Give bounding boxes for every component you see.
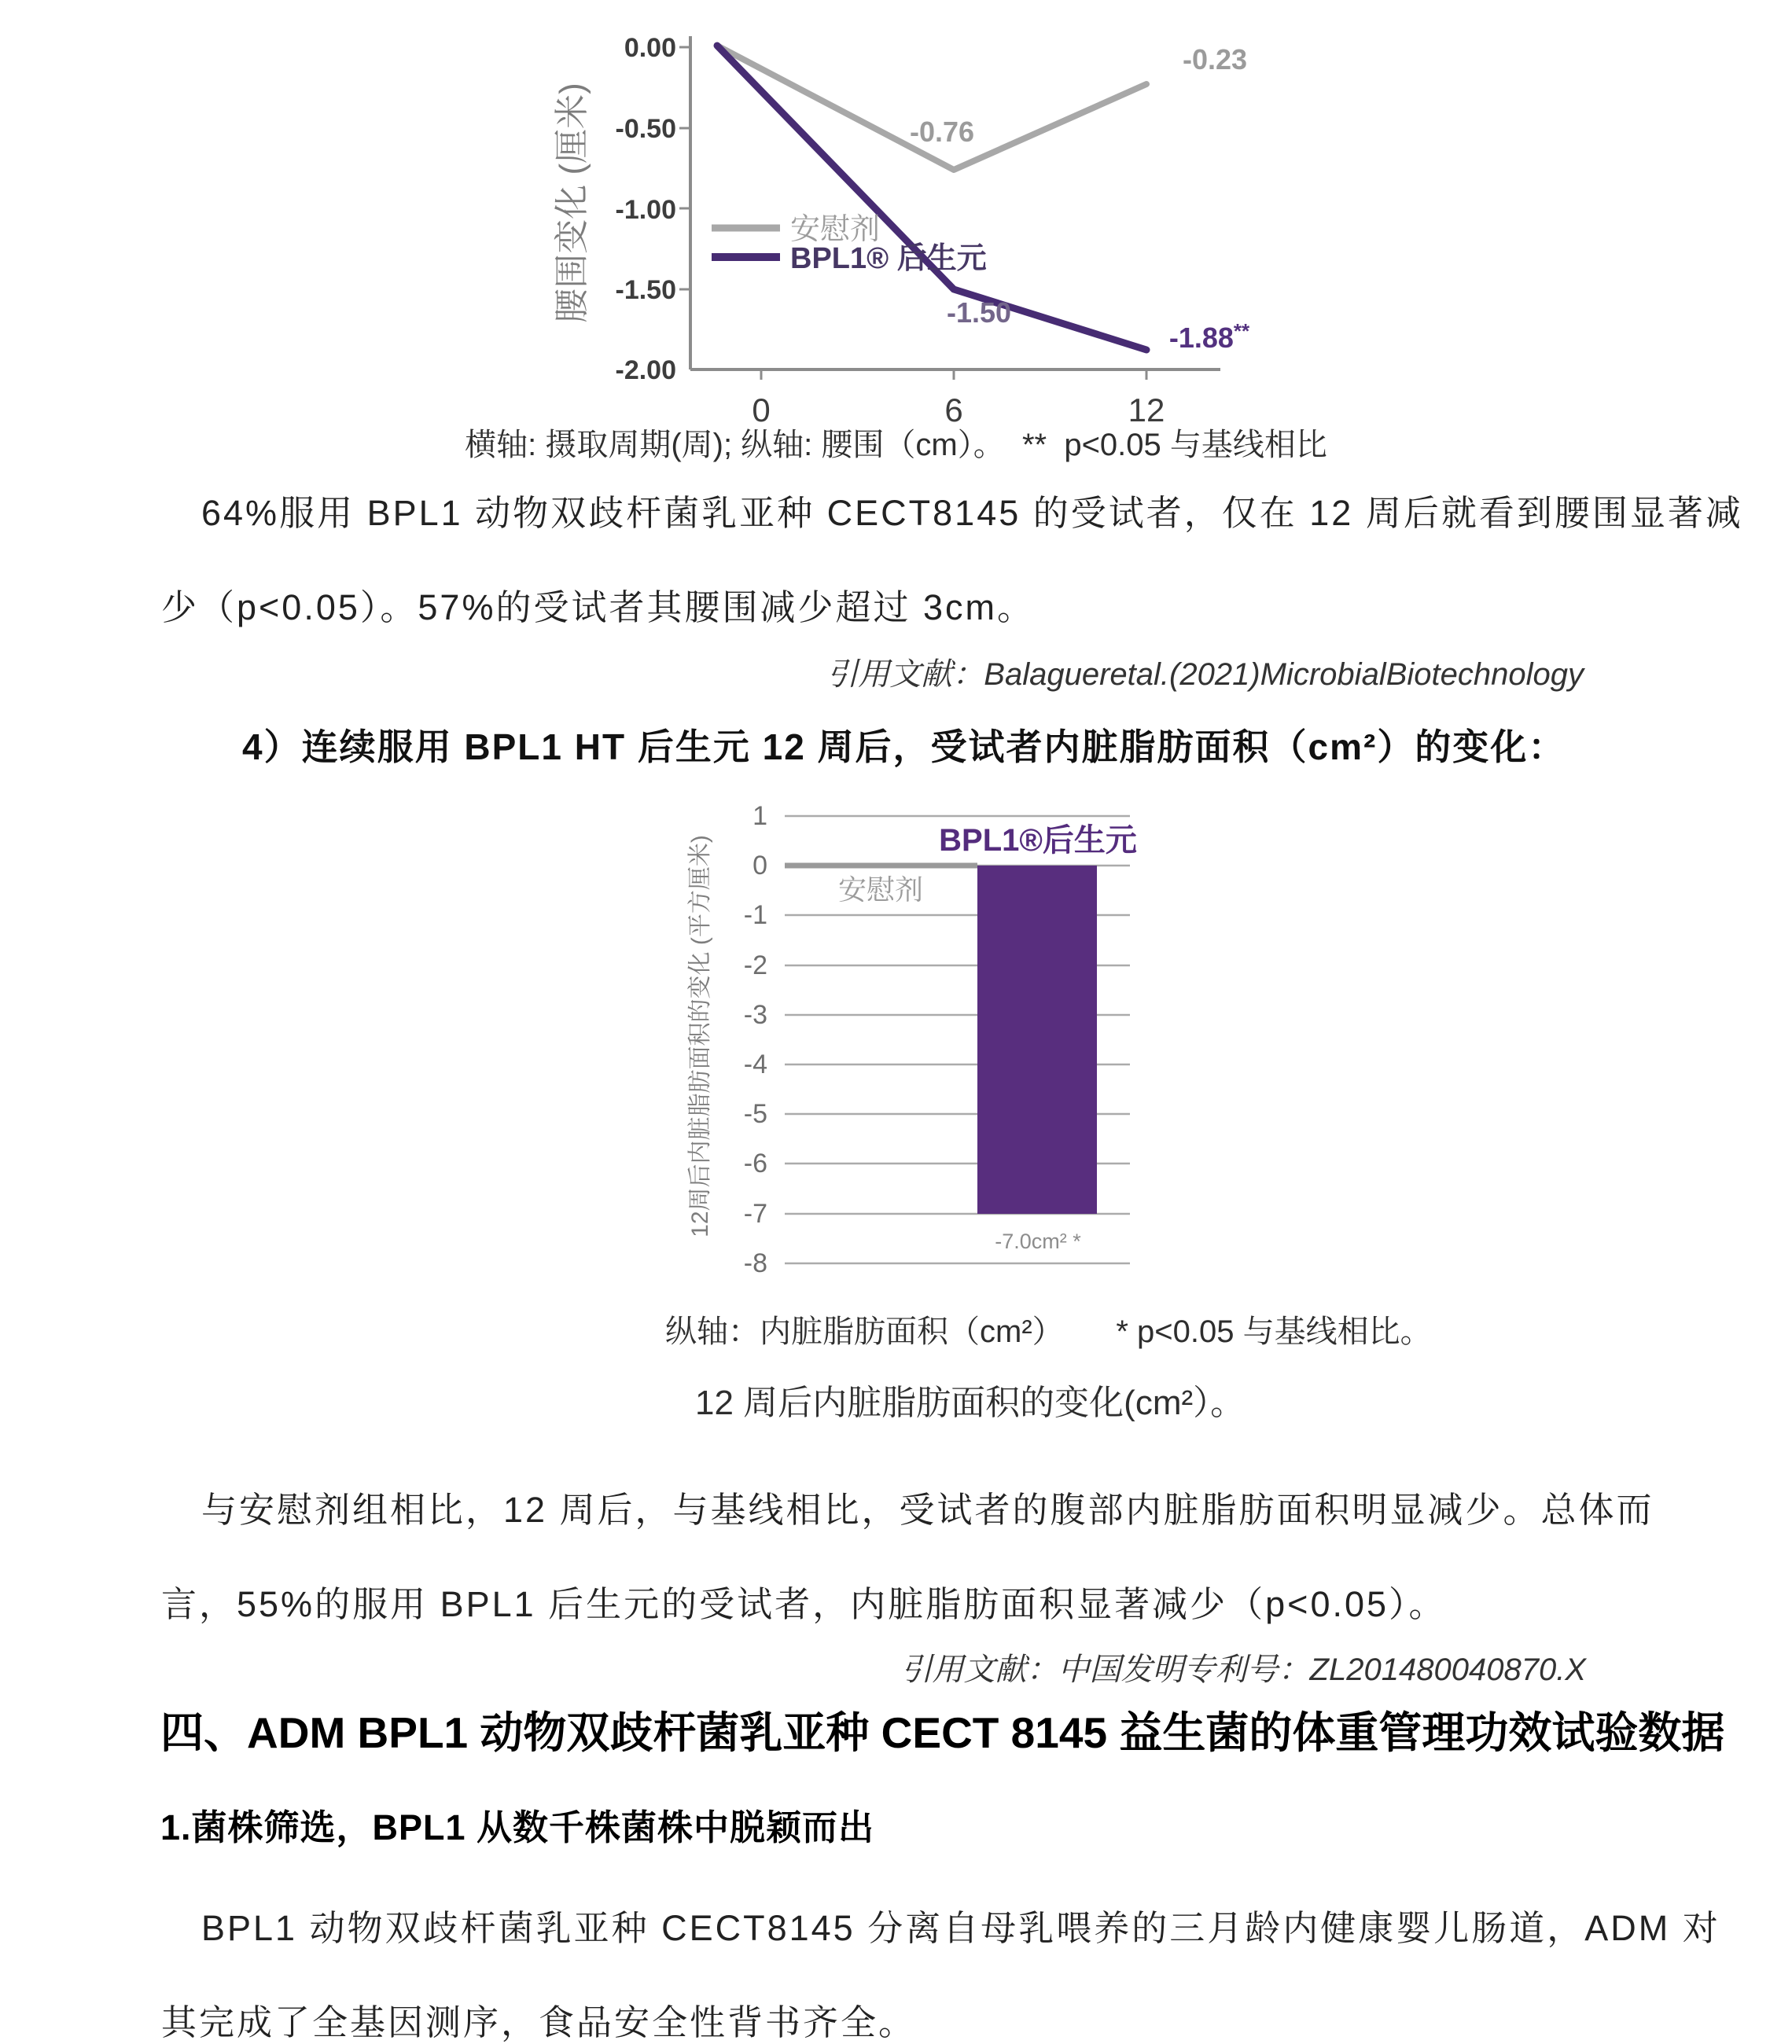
chart1-y-tick: -0.50 xyxy=(615,114,676,144)
placebo-label: 安慰剂 xyxy=(837,873,924,906)
chart2-y-tick: 1 xyxy=(752,801,767,831)
chart2-y-tick: -7 xyxy=(743,1199,767,1229)
chart2-y-tick: -2 xyxy=(743,950,767,980)
bpl1-bar xyxy=(977,866,1097,1214)
chart2-caption-sub: 12 周后内脏脂肪面积的变化(cm²）。 xyxy=(695,1384,1246,1422)
chart1-y-axis-label: 腰围变化 (厘米) xyxy=(553,83,591,323)
bpl1-week6-label: -1.50 xyxy=(946,296,1012,329)
chart1-x-tick: 12 xyxy=(1128,392,1165,428)
bar-value-label: -7.0cm² * xyxy=(995,1230,1081,1253)
bar-chart-svg xyxy=(676,800,1164,1319)
chart2-y-tick: -6 xyxy=(743,1149,767,1178)
chart1-y-tick: -1.50 xyxy=(615,275,676,305)
chart2-title: BPL1®后生元 xyxy=(939,823,1137,858)
bpl1-week12-label xyxy=(1169,319,1250,354)
chart2-y-tick: -4 xyxy=(743,1050,767,1079)
chart2-y-tick: -8 xyxy=(743,1248,767,1278)
citation-1: 引用文献：Balagueretal.(2021)MicrobialBiotechnology xyxy=(826,657,1584,692)
paragraph1-line1: 64%服用 BPL1 动物双歧杆菌乳亚种 CECT8145 的受试者，仅在 12 周后就看到腰围显著减 xyxy=(201,493,1743,533)
main-section-heading: 四、ADM BPL1 动物双歧杆菌乳亚种 CECT 8145 益生菌的体重管理功效试验数据 xyxy=(160,1708,1725,1757)
legend-placebo-label: 安慰剂 xyxy=(790,213,881,246)
chart2-y-axis-label: 12周后内脏脂肪面积的变化 (平方厘米) xyxy=(687,835,713,1237)
chart1-y-tick: -2.00 xyxy=(615,355,676,385)
chart1-caption: 横轴: 摄取周期(周); 纵轴: 腰围（cm）。 ** p<0.05 与基线相比 xyxy=(465,428,1327,462)
chart1-x-tick: 0 xyxy=(752,392,771,428)
legend-bpl1-label: BPL1® 后生元 xyxy=(790,242,987,275)
significance-asterisks: ** xyxy=(1233,319,1250,343)
chart2-y-tick: -5 xyxy=(743,1099,767,1129)
paragraph3-line2: 其完成了全基因测序，食品安全性背书齐全。 xyxy=(161,2002,917,2042)
placebo-week6-label: -0.76 xyxy=(909,116,975,148)
chart1-y-tick: 0.00 xyxy=(624,33,676,63)
visceral-fat-bar-chart xyxy=(676,800,1164,1319)
line-chart-svg xyxy=(550,6,1274,431)
bpl1-week12-value: -1.88 xyxy=(1168,322,1234,354)
sub-section-heading: 1.菌株筛选，BPL1 从数千株菌株中脱颖而出 xyxy=(160,1807,875,1847)
chart2-caption-axis: 纵轴：内脏脂肪面积（cm²） * p<0.05 与基线相比。 xyxy=(665,1314,1432,1349)
paragraph3-line1: BPL1 动物双歧杆菌乳亚种 CECT8145 分离自母乳喂养的三月龄内健康婴儿肠道，ADM 对 xyxy=(201,1908,1720,1948)
chart2-y-tick: -3 xyxy=(743,1000,767,1030)
bpl1-series-line xyxy=(717,46,1146,350)
citation-2: 引用文献：中国发明专利号：ZL201480040870.X xyxy=(900,1652,1586,1687)
paragraph2-line2: 言，55%的服用 BPL1 后生元的受试者，内脏脂肪面积显著减少（p<0.05）。 xyxy=(161,1584,1447,1624)
waist-change-line-chart xyxy=(550,6,1274,431)
placebo-week12-label: -0.23 xyxy=(1182,43,1248,75)
section-heading-4: 4）连续服用 BPL1 HT 后生元 12 周后，受试者内脏脂肪面积（cm²）的变化： xyxy=(242,726,1566,767)
chart1-y-tick: -1.00 xyxy=(615,195,676,225)
chart2-y-tick: -1 xyxy=(743,900,767,930)
chart1-x-tick: 6 xyxy=(944,392,963,428)
paragraph1-line2: 少（p<0.05）。57%的受试者其腰围减少超过 3cm。 xyxy=(161,587,1035,627)
paragraph2-line1: 与安慰剂组相比，12 周后，与基线相比，受试者的腹部内脏脂肪面积明显减少。总体而 xyxy=(201,1490,1654,1530)
chart2-y-tick: 0 xyxy=(752,851,767,880)
